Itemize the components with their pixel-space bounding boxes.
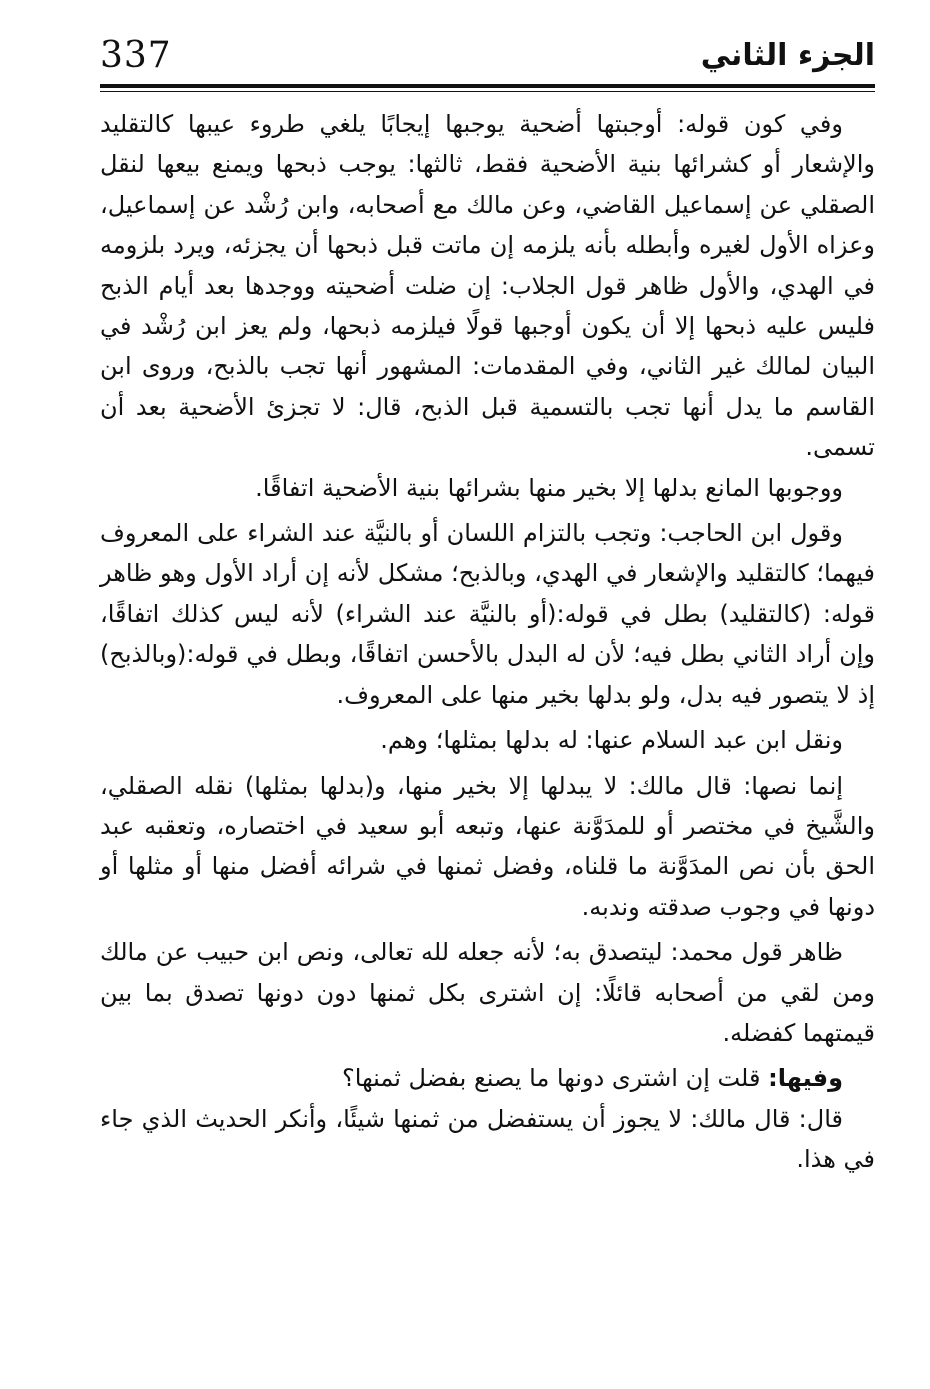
header-rule-thin: [100, 91, 875, 92]
header-rule-thick: [100, 84, 875, 88]
body-text: [100, 104, 875, 1180]
paragraph-text: ونقل ابن عبد السلام عنها: له بدلها بمثلها؛ وهم.: [380, 726, 843, 755]
paragraph-text: وقول ابن الحاجب: وتجب بالتزام اللسان أو بالنيَّة عند الشراء على المعروف فيهما؛ كالتقليد والإشعار في الهدي، وبالذبح؛ مشكل لأنه إن أراد الأول وهو ظاهر قوله: (كالتقليد) بطل في قوله:(أو بالنيَّة عند الشراء) لأنه ليس كذلك اتفاقًا، وإن أراد الثاني بطل فيه؛ لأن له البدل بالأحسن اتفاقًا، وبطل في قوله:(وبالذبح) إذ لا يتصور فيه بدل، ولو بدلها بخير منها على المعروف.: [100, 519, 875, 709]
paragraph-1: [100, 104, 875, 468]
paragraph-7: [100, 1058, 875, 1098]
paragraph-6: [100, 932, 875, 1053]
paragraph-text: قال: قال مالك: لا يجوز أن يستفضل من ثمنها شيئًا، وأنكر الحديث الذي جاء في هذا.: [100, 1104, 875, 1174]
page-number: 337: [100, 35, 172, 76]
running-head: الجزء الثاني: [700, 38, 875, 73]
paragraph-2: [100, 468, 875, 508]
paragraph-4: [100, 720, 875, 760]
paragraph-text: ووجوبها المانع بدلها إلا بخير منها بشرائها بنية الأضحية اتفاقًا.: [255, 473, 843, 502]
paragraph-3: [100, 513, 875, 715]
paragraph-5: [100, 766, 875, 928]
paragraph-text: ظاهر قول محمد: ليتصدق به؛ لأنه جعله لله تعالى، ونص ابن حبيب عن مالك ومن لقي من أصحابه قائلًا: إن اشترى بكل ثمنها دون دونها تصدق بما بين قيمتهما كفضله.: [100, 938, 875, 1047]
paragraph-lead: وفيها:: [768, 1064, 843, 1093]
paragraph-text: إنما نصها: قال مالك: لا يبدلها إلا بخير منها، و(بدلها بمثلها) نقله الصقلي، والشَّيخ في مختصر أو للمدَوَّنة عنها، وتبعه أبو سعيد في اختصاره، وتعقبه عبد الحق بأن نص المدَوَّنة ما قلناه، وفضل ثمنها في شرائه أفضل منها أو مثلها أو دونها في وجوب صدقته وندبه.: [100, 771, 875, 921]
paragraph-text: قلت إن اشترى دونها ما يصنع بفضل ثمنها؟: [342, 1064, 769, 1093]
paragraph-8: [100, 1099, 875, 1180]
page-header: [100, 30, 875, 82]
paragraph-text: وفي كون قوله: أوجبتها أضحية يوجبها إيجابًا يلغي طروء عيبها كالتقليد والإشعار أو كشرائها بنية الأضحية فقط، ثالثها: يوجب ذبحها ويمنع بيعها لنقل الصقلي عن إسماعيل القاضي، وعن مالك مع أصحابه، وابن رُشْد عن إسماعيل، وعزاه الأول لغيره وأبطله بأنه يلزمه إن ماتت قبل ذبحها أن يجزئه، ويرد بلزومه في الهدي، والأول ظاهر قول الجلاب: إن ضلت أضحيته ووجدها بعد أيام الذبح فليس عليه ذبحها إلا أن يكون أوجبها قولًا فيلزمه ذبحها، ولم يعز ابن رُشْد في البيان لمالك غير الثاني، وفي المقدمات: المشهور أنها تجب بالذبح، وروى ابن القاسم ما يدل أنها تجب بالتسمية قبل الذبح، قال: لا تجزئ الأضحية بعد أن تسمى.: [100, 110, 875, 462]
